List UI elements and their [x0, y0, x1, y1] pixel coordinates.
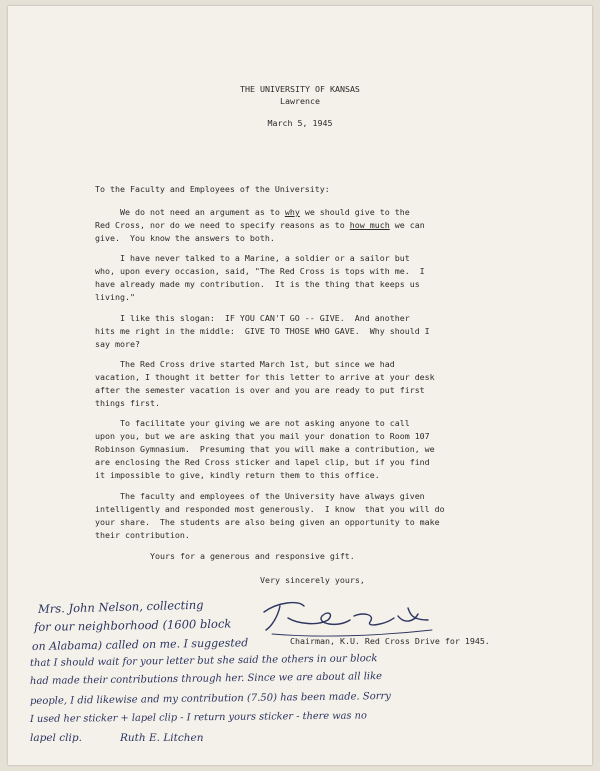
- paragraph-1-line-2: [95, 219, 425, 232]
- signature-image: [258, 594, 438, 640]
- handwritten-line-7: I used her sticker + lapel clip - I return yours sticker - there was no: [29, 710, 367, 725]
- paragraph-6-line-2: intelligently and responded most generously. I know that you will do: [95, 504, 445, 514]
- paragraph-4-line-1: The Red Cross drive started March 1st, but since we had: [95, 359, 395, 369]
- handwritten-line-5: had made their contributions through her. Since we are about all like: [29, 671, 383, 687]
- valediction: Very sincerely yours,: [260, 575, 365, 585]
- signer-title: Chairman, K.U. Red Cross Drive for 1945.: [290, 636, 490, 646]
- paragraph-5-line-4: are enclosing the Red Cross sticker and lapel clip, but if you find: [95, 457, 430, 467]
- paragraph-6-line-4: their contribution.: [95, 530, 190, 540]
- institution-name: THE UNIVERSITY OF KANSAS: [240, 84, 360, 94]
- p1-text-a: We do not need an argument as to: [95, 207, 285, 217]
- paragraph-5-line-3: Robinson Gymnasium. Presuming that you will make a contribution, we: [95, 444, 435, 454]
- p1-text-c: Red Cross, nor do we need to specify reasons as to: [95, 220, 350, 230]
- paragraph-2-line-3: have already made my contribution. It is the thing that keeps us: [95, 279, 420, 289]
- paragraph-3-line-3: say more?: [95, 339, 140, 349]
- underlined-how-much: how much: [349, 220, 390, 230]
- paragraph-2-line-1: I have never talked to a Marine, a soldier or a sailor but: [95, 253, 410, 263]
- handwritten-line-8: lapel clip.: [30, 732, 82, 744]
- paragraph-6-line-3: your share. The students are also being given an opportunity to make: [95, 517, 440, 527]
- handwritten-line-4: that I should wait for your letter but she said the others in our block: [29, 653, 378, 669]
- p1-text-b: we should give to the: [299, 207, 410, 217]
- paragraph-5-line-1: To facilitate your giving we are not asking anyone to call: [95, 418, 410, 428]
- city-name: Lawrence: [280, 96, 320, 106]
- paragraph-6-line-1: The faculty and employees of the University have always given: [95, 491, 425, 501]
- handwritten-line-6: people, I did likewise and my contribution (7.50) has been made. Sorry: [29, 690, 391, 707]
- paragraph-5-line-5: it impossible to give, kindly return them to this office.: [95, 470, 380, 480]
- handwritten-line-3: on Alabama) called on me. I suggested: [31, 636, 249, 653]
- paragraph-1-line-3: give. You know the answers to both.: [95, 233, 275, 243]
- paragraph-4-line-2: vacation, I thought it better for this letter to arrive at your desk: [95, 372, 435, 382]
- paragraph-4-line-3: after the semester vacation is over and you are ready to put first: [95, 385, 425, 395]
- letter-date: March 5, 1945: [267, 118, 333, 128]
- paragraph-1-line-1: [95, 206, 410, 219]
- salutation: To the Faculty and Employees of the University:: [95, 184, 330, 194]
- paragraph-2-line-2: who, upon every occasion, said, "The Red Cross is tops with me. I: [95, 266, 425, 276]
- paragraph-3-line-1: I like this slogan: IF YOU CAN'T GO -- GIVE. And another: [95, 313, 410, 323]
- letter-page: [8, 6, 592, 765]
- handwritten-signature: Ruth E. Litchen: [120, 732, 204, 744]
- paragraph-3-line-2: hits me right in the middle: GIVE TO THOSE WHO GAVE. Why should I: [95, 326, 430, 336]
- p1-text-d: we can: [389, 220, 425, 230]
- closing-line: Yours for a generous and responsive gift.: [150, 551, 355, 561]
- underlined-why: why: [284, 207, 300, 217]
- paragraph-2-line-4: living.": [95, 292, 135, 302]
- handwritten-line-2: for our neighborhood (1600 block: [33, 616, 232, 634]
- paragraph-4-line-4: things first.: [95, 398, 160, 408]
- handwritten-line-1: Mrs. John Nelson, collecting: [37, 597, 204, 616]
- paragraph-5-line-2: upon you, but we are asking that you mail your donation to Room 107: [95, 431, 430, 441]
